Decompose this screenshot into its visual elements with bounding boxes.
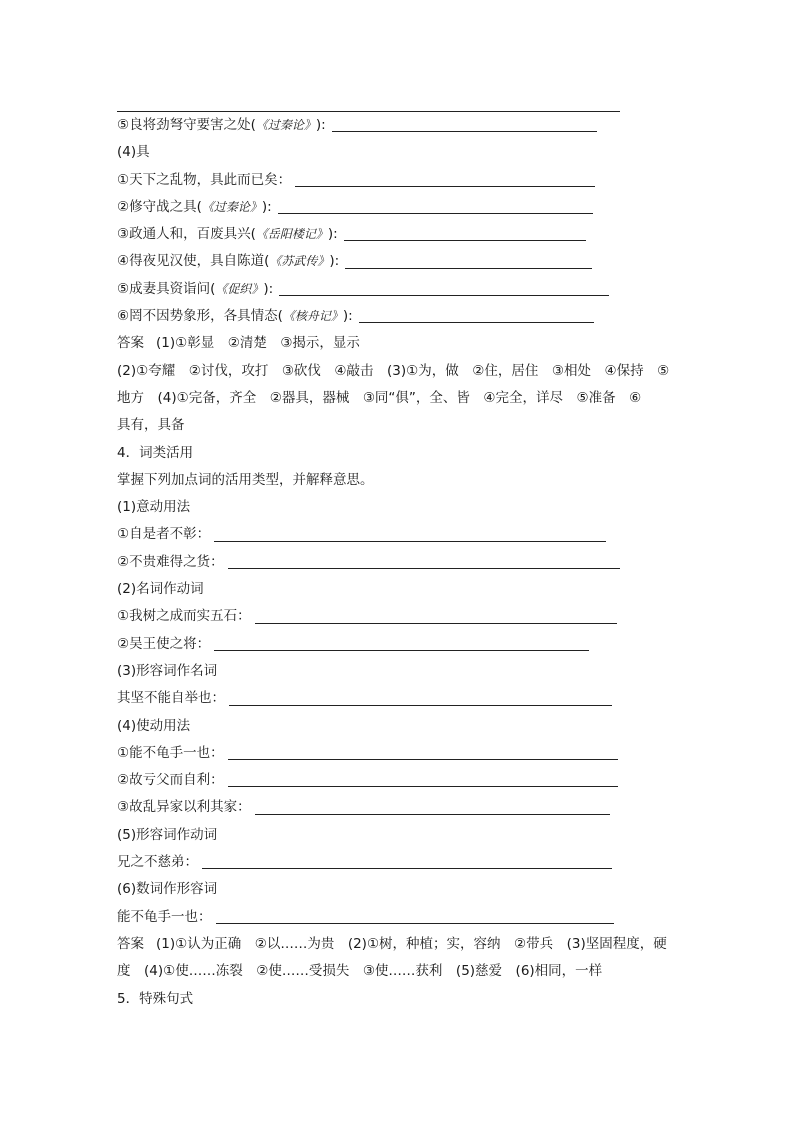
item-text: 兄之不慈弟： [117,854,198,871]
exercise-item [117,521,682,548]
subsection-heading: (4)使动用法 [117,717,191,734]
answer-blank[interactable] [278,205,593,214]
answer-text: 地方 (4)①完备，齐全 ②器具，器械 ③同“俱”，全、皆 ④完全，详尽 ⑤准备 ⑥ [117,389,642,406]
item-text: ): [261,198,272,215]
item-text: ①能不龟手一也： [117,744,224,761]
exercise-item [117,167,682,194]
answer-blank[interactable] [216,915,614,924]
exercise-item [117,549,682,576]
item-text: ⑤成妻具资诣问( [117,280,216,297]
item-text: 其坚不能自举也： [117,690,225,707]
exercise-item [117,112,682,139]
exercise-item [117,303,682,330]
answer-blank[interactable] [229,697,612,706]
answer-blank[interactable] [202,860,612,869]
item-text: ④得夜见汉使，具自陈道( [117,253,270,270]
answer-blank[interactable] [214,533,606,542]
subsection-heading: (5)形容词作动词 [117,826,218,843]
answer-blank[interactable] [345,260,592,269]
answer-blank[interactable] [359,314,594,323]
answer-blank[interactable] [214,642,589,651]
answer-blank[interactable] [255,806,610,815]
subsection-heading: (4)具 [117,144,150,161]
item-text: ②修守战之具( [117,198,202,215]
item-text: ③政通人和，百废具兴( [117,226,256,243]
answer-blank[interactable] [279,287,609,296]
item-text: ①自是者不彰： [117,526,211,543]
answer-block [117,931,682,986]
exercise-item [117,794,682,821]
source-title: 《苏武传》 [269,254,330,269]
answer-text: (1)①认为正确 ②以……为贵 (2)①树，种植；实，容纳 ②带兵 (3)坚固程度，硬 [156,935,667,952]
answer-text: 具有，具备 [117,417,185,434]
answer-blank-line [117,96,620,112]
answer-blank[interactable] [228,778,618,787]
item-text: ②故亏父而自利： [117,772,224,789]
item-text: ): [315,117,326,133]
exercise-item [117,685,682,712]
answer-blank[interactable] [295,178,595,187]
document-page [117,96,682,1013]
section-title: 4．词类活用 [117,444,194,461]
answer-blank[interactable] [228,751,618,760]
subsection-heading: (3)形容词作名词 [117,662,218,679]
answer-text: (2)①夸耀 ②讨伐，攻打 ③砍伐 ④敲击 (3)①为，做 ②住，居住 ③相处 ④保持 ⑤ [117,362,670,379]
subsection-heading: (2)名词作动词 [117,581,204,598]
item-text: ): [342,308,353,325]
item-text: ⑤良将劲弩守要害之处( [117,117,256,133]
answer-label: 答案 [117,335,144,352]
answer-text: (1)①彰显 ②清楚 ③揭示，显示 [156,335,360,352]
item-text: ③故乱异家以利其家： [117,799,251,816]
exercise-item [117,767,682,794]
section-title: 5．特殊句式 [117,990,194,1007]
item-text: ①我树之成而实五石： [117,608,251,625]
source-title: 《岳阳楼记》 [255,227,328,242]
answer-blank[interactable] [332,123,597,132]
exercise-item [117,849,682,876]
source-title: 《促织》 [215,281,264,296]
source-title: 《过秦论》 [201,199,262,214]
item-text: ): [327,226,338,243]
answer-blank[interactable] [344,232,586,241]
source-title: 《核舟记》 [282,309,343,324]
item-text: ): [329,253,340,270]
subsection-heading: (1)意动用法 [117,499,191,516]
answer-text: 度 (4)①使……冻裂 ②使……受损失 ③使……获利 (5)慈爱 (6)相同，一样 [117,963,603,980]
exercise-item [117,603,682,630]
answer-block [117,330,682,439]
exercise-item [117,194,682,221]
exercise-item [117,276,682,303]
answer-blank[interactable] [228,560,620,569]
item-text: ①天下之乱物，具此而已矣： [117,171,292,188]
subsection-heading: (6)数词作形容词 [117,881,218,898]
answer-blank[interactable] [255,615,617,624]
exercise-item [117,740,682,767]
item-text: 能不龟手一也： [117,908,212,925]
item-text: ②吴王使之将： [117,635,211,652]
exercise-item [117,904,682,931]
exercise-item [117,248,682,275]
exercise-item [117,631,682,658]
item-text: ②不贵难得之货： [117,553,224,570]
instruction-text: 掌握下列加点词的活用类型，并解释意思。 [117,471,374,488]
source-title: 《过秦论》 [255,118,316,132]
exercise-item [117,221,682,248]
answer-label: 答案 [117,935,144,952]
item-text: ⑥罔不因势象形，各具情态( [117,308,283,325]
item-text: ): [263,280,274,297]
